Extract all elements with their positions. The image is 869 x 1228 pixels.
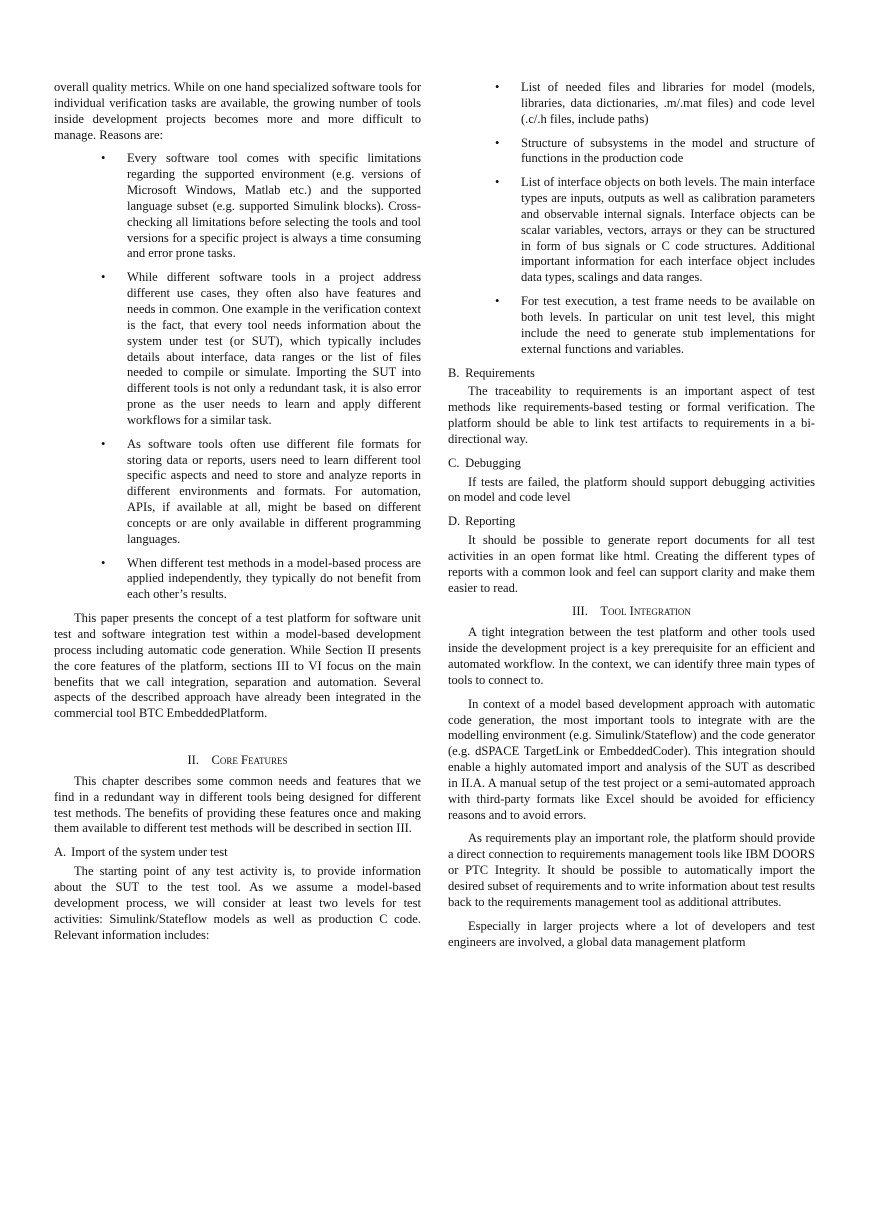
list-item: • While different software tools in a project address different use cases, they often also have features and needs in common. One example in the verification context is the fact, that every tool needs information about the system under test (or SUT), which typically includes details about interface, data ranges or the list of files needed to compile or simulate. Importing the SUT into different tools is not only a redundant task, it is also error prone as the user needs to learn and apply different workflows for a similar task. xyxy=(101,270,421,427)
left-column xyxy=(54,80,421,951)
import-paragraph: The starting point of any test activity is, to provide information about the SUT to the test tool. As we assume a model-based development process, we will consider at least two levels for test activities: Simulink/Stateflow models as well as production C code. Relevant information includes: xyxy=(54,864,421,942)
bullet-icon: • xyxy=(101,151,106,166)
list-item: • Every software tool comes with specific limitations regarding the supported environment (e.g. versions of Microsoft Windows, Matlab etc.) and the supported language subset (e.g. supported Simulink blocks). Cross-checking all limitations before selecting the tools and tool versions for a specific project is always a time consuming and error prone tasks. xyxy=(101,151,421,261)
bullet-icon: • xyxy=(101,270,106,285)
tool-integration-paragraph: As requirements play an important role, the platform should provide a direct connection to requirements management tools like IBM DOORS or PTC Integrity. It should be possible to automatically import the desired subset of requirements and to write information about test results back to the requirements management tool as additional attributes. xyxy=(448,831,815,909)
reasons-list xyxy=(54,151,421,603)
tool-integration-paragraph: A tight integration between the test platform and other tools used inside the development project is a key prerequisite for an efficient and automated workflow. In the context, we can identify three main types of tools to connect to. xyxy=(448,625,815,687)
subsection-heading-reporting: D. Reporting xyxy=(448,514,516,529)
list-item: • List of interface objects on both levels. The main interface types are inputs, outputs as well as calibration parameters and observable internal signals. Interface objects can be scalar variables, vectors, arrays or they can be structured in form of bus signals or C code structures. Additional important information for each interface object includes data types, scalings and data ranges. xyxy=(495,175,815,285)
debugging-paragraph: If tests are failed, the platform should support debugging activities on model and code level xyxy=(448,474,815,505)
subsection-heading-debugging: C. Debugging xyxy=(448,455,521,470)
list-item: • As software tools often use different file formats for storing data or reports, users need to learn different tool specific aspects and need to store and analyze reports in different environments and formats. For automation, APIs, if available at all, might be based on different concepts or are only available in different programming languages. xyxy=(101,436,421,546)
tool-integration-paragraph: In context of a model based development approach with automatic code generation, the most important tools to integrate with are the modelling environment (e.g. Simulink/Stateflow) and the code generator (e.g. dSPACE TargetLink or EmbeddedCoder). This integration should enable a highly automated import and analysis of the SUT as described in II.A. A manual setup of the test project or a semi-automated approach with third-party formats like Excel should be avoided for efficiency reasons and to avoid errors. xyxy=(448,696,815,822)
bullet-icon: • xyxy=(101,555,106,570)
list-item: • For test execution, a test frame needs to be available on both levels. In particular on unit test level, this might include the need to generate stub implementations for external functions and variables. xyxy=(495,294,815,356)
sut-info-list xyxy=(448,80,815,358)
list-item: • List of needed files and libraries for model (models, libraries, data dictionaries, .m/.mat files) and code level (.c/.h files, include paths) xyxy=(495,80,815,126)
bullet-icon: • xyxy=(495,294,500,309)
paper-overview-paragraph: This paper presents the concept of a test platform for software unit test and software integration test within a model-based development process including automatic code generation. While Section II presents the core features of the platform, sections III to VI focus on the main benefits that we call integration, separation and automation. Several aspects of the described approach have already been integrated in the commercial tool BTC EmbeddedPlatform. xyxy=(54,611,421,721)
requirements-paragraph: The traceability to requirements is an important aspect of test methods like requirements-based testing or formal verification. The platform should be able to link test artifacts to requirements in a bi-directional way. xyxy=(448,384,815,446)
right-column xyxy=(448,80,815,958)
bullet-icon: • xyxy=(101,436,106,451)
bullet-icon: • xyxy=(495,175,500,190)
reporting-paragraph: It should be possible to generate report documents for all test activities in an open format like html. Creating the different types of reports with a common look and feel can support clarity and make them easier to read. xyxy=(448,533,815,595)
subsection-heading-import: A. Import of the system under test xyxy=(54,845,228,860)
intro-paragraph: overall quality metrics. While on one hand specialized software tools for individual verification tasks are available, the growing number of tools inside development projects becomes more and more difficult to manage. Reasons are: xyxy=(54,80,421,142)
section-heading-core-features: II. Core Features xyxy=(187,753,288,768)
bullet-icon: • xyxy=(495,135,500,150)
list-item: • When different test methods in a model-based process are applied independently, they typically do not benefit from each other’s results. xyxy=(101,555,421,602)
section-heading-tool-integration: III. Tool Integration xyxy=(572,604,691,619)
bullet-icon: • xyxy=(495,80,500,94)
subsection-heading-requirements: B. Requirements xyxy=(448,365,535,380)
tool-integration-paragraph: Especially in larger projects where a lot of developers and test engineers are involved, a global data management platform xyxy=(448,918,815,949)
list-item: • Structure of subsystems in the model and structure of functions in the production code xyxy=(495,135,815,166)
core-features-paragraph: This chapter describes some common needs and features that we find in a redundant way in different tools being designed for different test methods. The benefits of providing these features once and making them available to different test methods will be described in section III. xyxy=(54,773,421,836)
